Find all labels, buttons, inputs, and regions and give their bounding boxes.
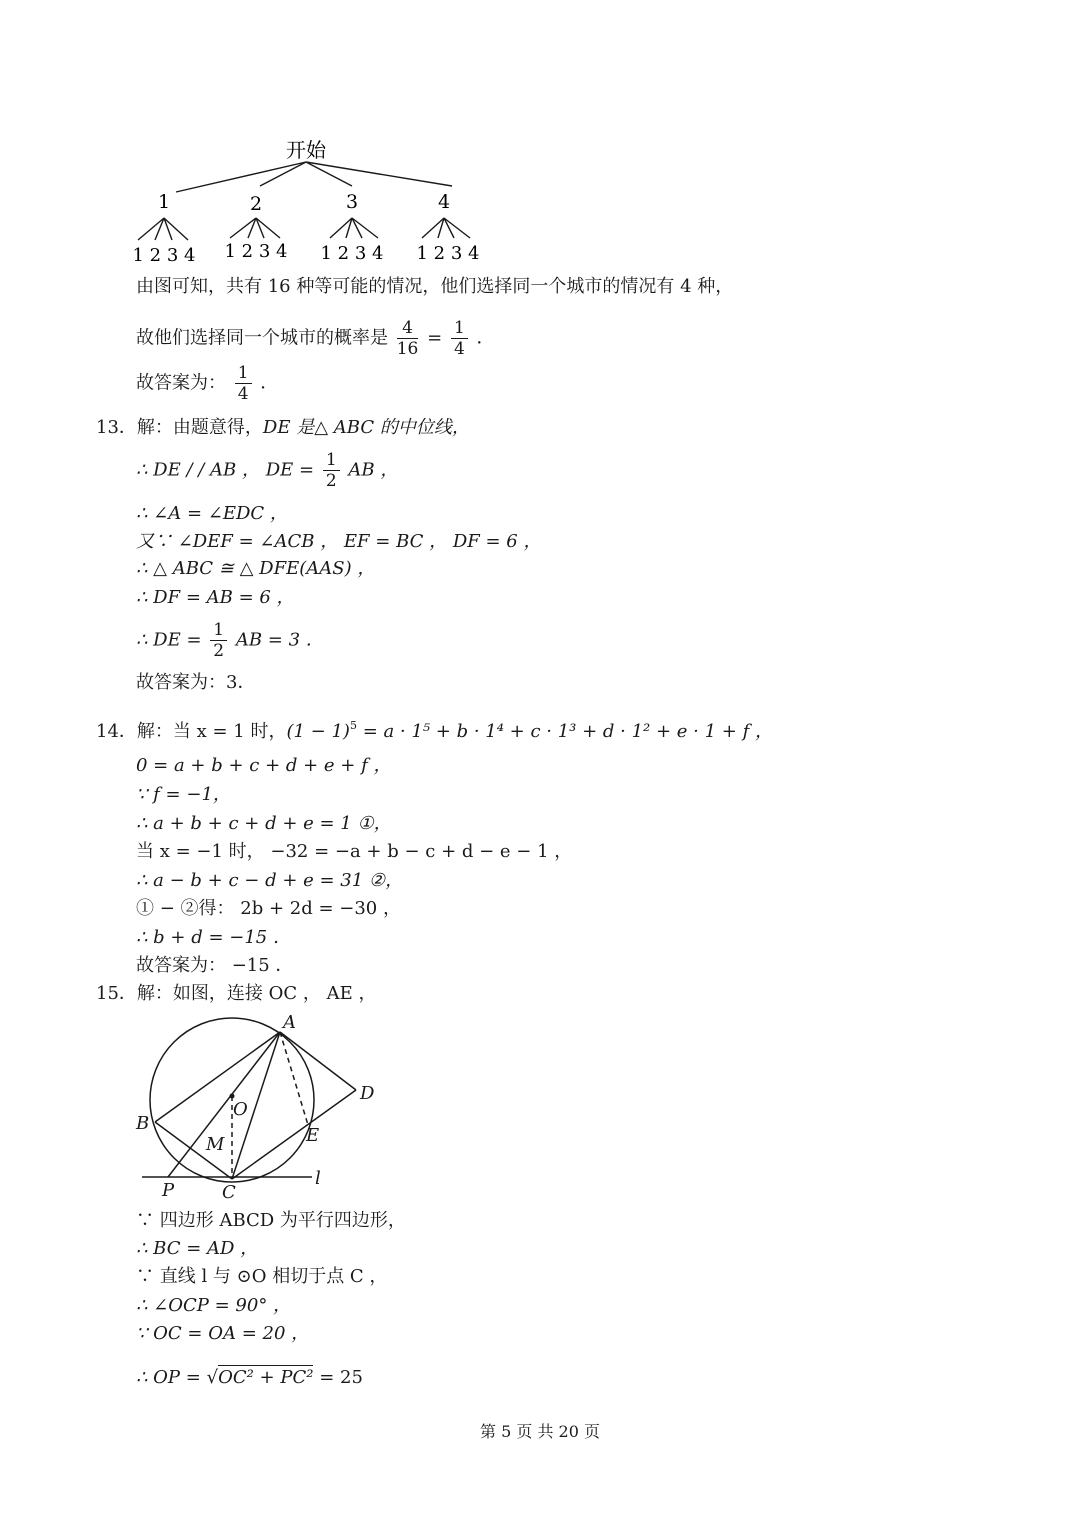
q13-line-4: ∴ △ ABC ≅ △ DFE(AAS) ， [136,558,376,579]
label-l: l [315,1168,321,1189]
tree-node-3: 3 [345,191,359,213]
page-footer: 第 5 页 共 20 页 [480,1422,600,1441]
q14-line-2: ∵ f = −1， [136,784,231,805]
q14-line-7: ∴ b + d = −15 ． [136,927,291,948]
q12-answer-frac: $\frac{1}{4}$ [235,363,252,404]
label-p: P [162,1180,175,1201]
q14-line-1: 0 = a + b + c + d + e + f ， [136,755,392,776]
q15-line-4: ∴ ∠OCP = 90° ， [136,1295,292,1316]
label-d: D [360,1083,375,1104]
label-a: A [283,1012,296,1033]
q15-line-5: ∵ OC = OA = 20 ， [136,1323,310,1344]
q13-line-2: ∴ ∠A = ∠EDC ， [136,503,288,524]
q12-line-1: 由图可知，共有 16 种等可能的情况，他们选择同一个城市的情况有 4 种， [136,276,734,297]
label-c: C [222,1182,236,1203]
q15-radicand: OC² + PC² [218,1367,314,1388]
probability-tree-diagram [130,130,490,270]
tree-leaves-4: 1 2 3 4 [416,243,480,264]
label-b: B [136,1113,150,1134]
q15-line-2: ∴ BC = AD ， [136,1238,259,1259]
q12-frac-a: $\frac{4}{16}$ [396,318,419,359]
q12-line-2-prefix: 故他们选择同一个城市的概率是 [136,327,388,349]
q14-line-6: ① − ②得： 2b + 2d = −30 ， [136,898,401,919]
q12-answer: 故答案为： $\frac{1}{4}$ ． [136,363,279,404]
q14-line-4: 当 x = −1 时， −32 = −a + b − c + d − e − 1 ， [136,841,573,862]
tree-leaves-3: 1 2 3 4 [320,243,384,264]
q14-header: 14．解：当 x = 1 时，$(1 - 1)^5 = a \cdot 1^5 + b \cdot 1^4 + c \cdot 1^3 + d \cdot 1^2 + e \cdot 1 + f$ ， [96,719,773,742]
q14-answer: 故答案为： −15 ． [136,955,294,976]
q13-header: 13．解：由题意得，DE 是△ ABC 的中位线， [96,417,470,438]
label-e: E [306,1125,320,1146]
tree-node-4: 4 [437,191,451,213]
q15-line-3: ∵ 直线 l 与 ⊙O 相切于点 C ， [136,1266,388,1287]
label-m: M [206,1134,225,1155]
tree-node-2: 2 [249,193,263,215]
q15-line-6: ∴ OP = √OC² + PC² = 25 [136,1367,363,1388]
tree-leaves-1: 1 2 3 4 [132,245,196,266]
q12-frac-b: $\frac{1}{4}$ [451,318,468,359]
q15-line-1: ∵ 四边形 ABCD 为平行四边形， [136,1210,406,1231]
q14-line-3: ∴ a + b + c + d + e = 1 ①， [136,813,392,834]
q13-line-3: 又∵ ∠DEF = ∠ACB ， EF = BC ， DF = 6 ， [136,531,542,552]
q14-line-5: ∴ a − b + c − d + e = 31 ②， [136,870,404,891]
geometry-figure [130,1010,390,1205]
q15-header: 15．解：如图，连接 OC ， AE ， [96,983,377,1004]
q12-line-2: 故他们选择同一个城市的概率是 $\frac{4}{16}$ = $\frac{1}{4}$ ． [136,318,495,359]
tree-root: 开始 [286,138,326,162]
q13-line-1: ∴ DE / / AB ， DE = $\frac{1}{2}$ AB ， [136,450,399,491]
q13-answer: 故答案为：3． [136,672,256,693]
tree-node-1: 1 [157,191,171,213]
q13-line-6: ∴ DE = $\frac{1}{2}$ AB = 3 ． [136,620,324,661]
tree-leaves-2: 1 2 3 4 [224,241,288,262]
q13-half-frac: $\frac{1}{2}$ [323,450,340,491]
q13-line-5: ∴ DF = AB = 6 ， [136,587,295,608]
q13-half-frac-2: $\frac{1}{2}$ [210,620,227,661]
label-o: O [233,1099,248,1120]
